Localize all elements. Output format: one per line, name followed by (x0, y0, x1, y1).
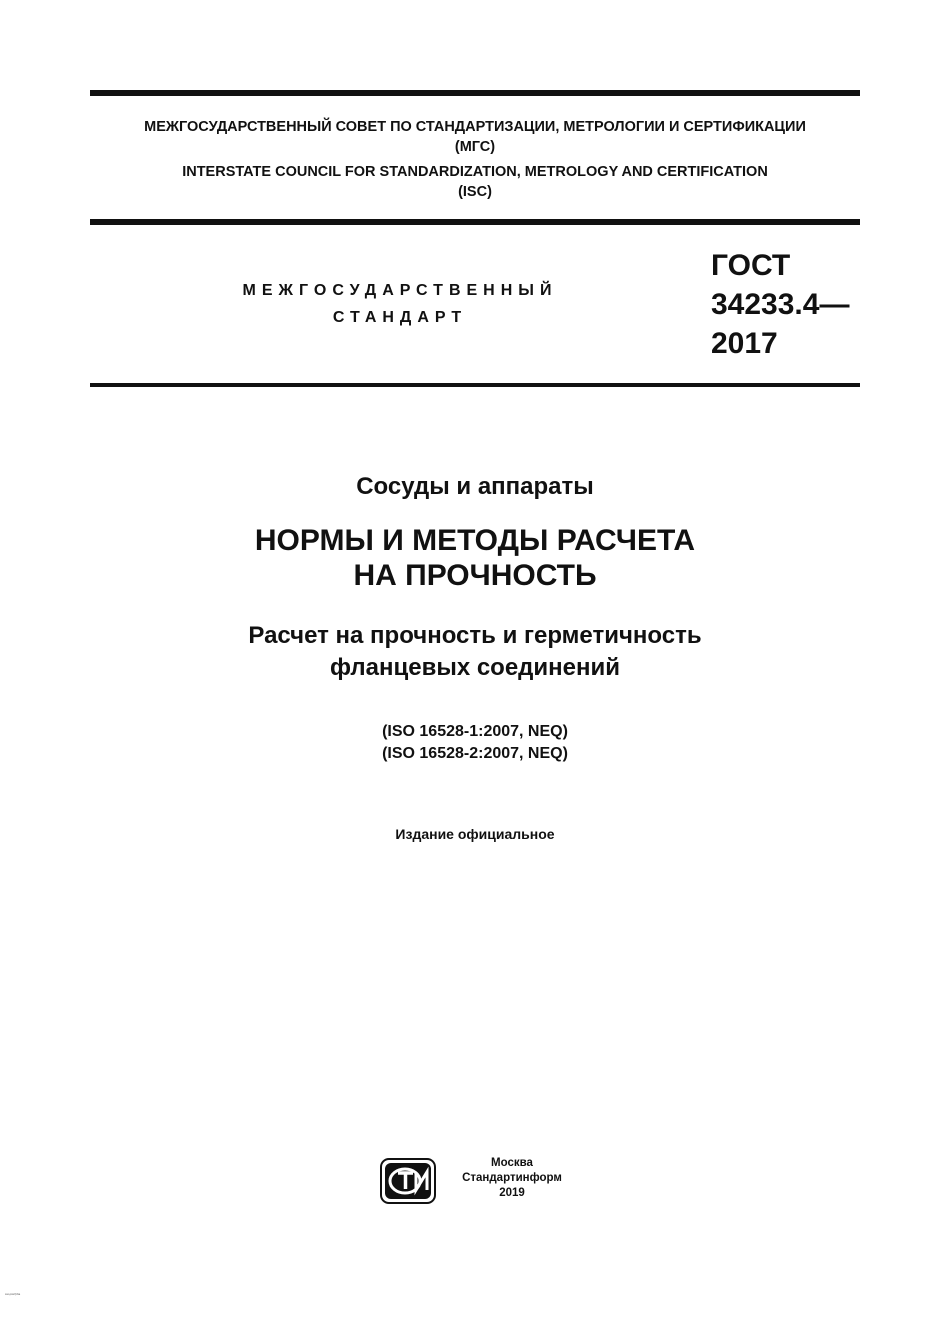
footer-tiny-code: ssi-p/w/(i/ta (5, 1292, 21, 1296)
publisher-info (442, 1156, 582, 1201)
publisher-city: Москва (491, 1157, 533, 1169)
iso-reference-1: (ISO 16528-1:2007, NEQ) (382, 723, 568, 740)
main-title-line1: НОРМЫ И МЕТОДЫ РАСЧЕТА (254, 524, 696, 557)
main-title-line2: НА ПРОЧНОСТЬ (353, 559, 597, 592)
council-abbr-ru: (МГС) (454, 139, 496, 155)
top-rule (90, 90, 860, 96)
gost-code-number: 34233.4— (711, 288, 850, 321)
council-name-en-line: INTERSTATE COUNCIL FOR STANDARDIZATION, METROLOGY AND CERTIFICATION (182, 164, 768, 180)
document-subject (90, 472, 860, 502)
council-name-en (90, 162, 860, 202)
middle-rule (90, 219, 860, 225)
publisher-block (380, 1156, 580, 1206)
document-part-title (90, 620, 860, 684)
edition-note (90, 825, 860, 843)
council-abbr-en: (ISC) (458, 184, 492, 200)
council-name-ru-line: МЕЖГОСУДАРСТВЕННЫЙ СОВЕТ ПО СТАНДАРТИЗАЦИИ, МЕТРОЛОГИИ И СЕРТИФИКАЦИИ (144, 119, 806, 135)
iso-references (90, 721, 860, 765)
document-subject-text: Сосуды и аппараты (356, 473, 594, 500)
publisher-year: 2019 (499, 1187, 525, 1199)
gost-code (711, 246, 849, 363)
bottom-rule (90, 383, 860, 387)
gost-code-year: 2017 (711, 327, 778, 360)
edition-text: Издание официальное (395, 826, 555, 842)
standard-kind-line2: СТАНДАРТ (332, 309, 468, 326)
document-main-title (90, 523, 860, 593)
standard-kind-line1: МЕЖГОСУДАРСТВЕННЫЙ (242, 282, 558, 299)
part-title-line2: фланцевых соединений (329, 654, 621, 681)
iso-reference-2: (ISO 16528-2:2007, NEQ) (382, 745, 568, 762)
standard-kind (210, 277, 590, 331)
part-title-line1: Расчет на прочность и герметичность (248, 622, 702, 649)
publisher-name: Стандартинформ (462, 1172, 562, 1184)
gost-code-prefix: ГОСТ (711, 249, 791, 282)
council-name-ru (90, 117, 860, 157)
standartinform-logo-icon (380, 1158, 436, 1204)
